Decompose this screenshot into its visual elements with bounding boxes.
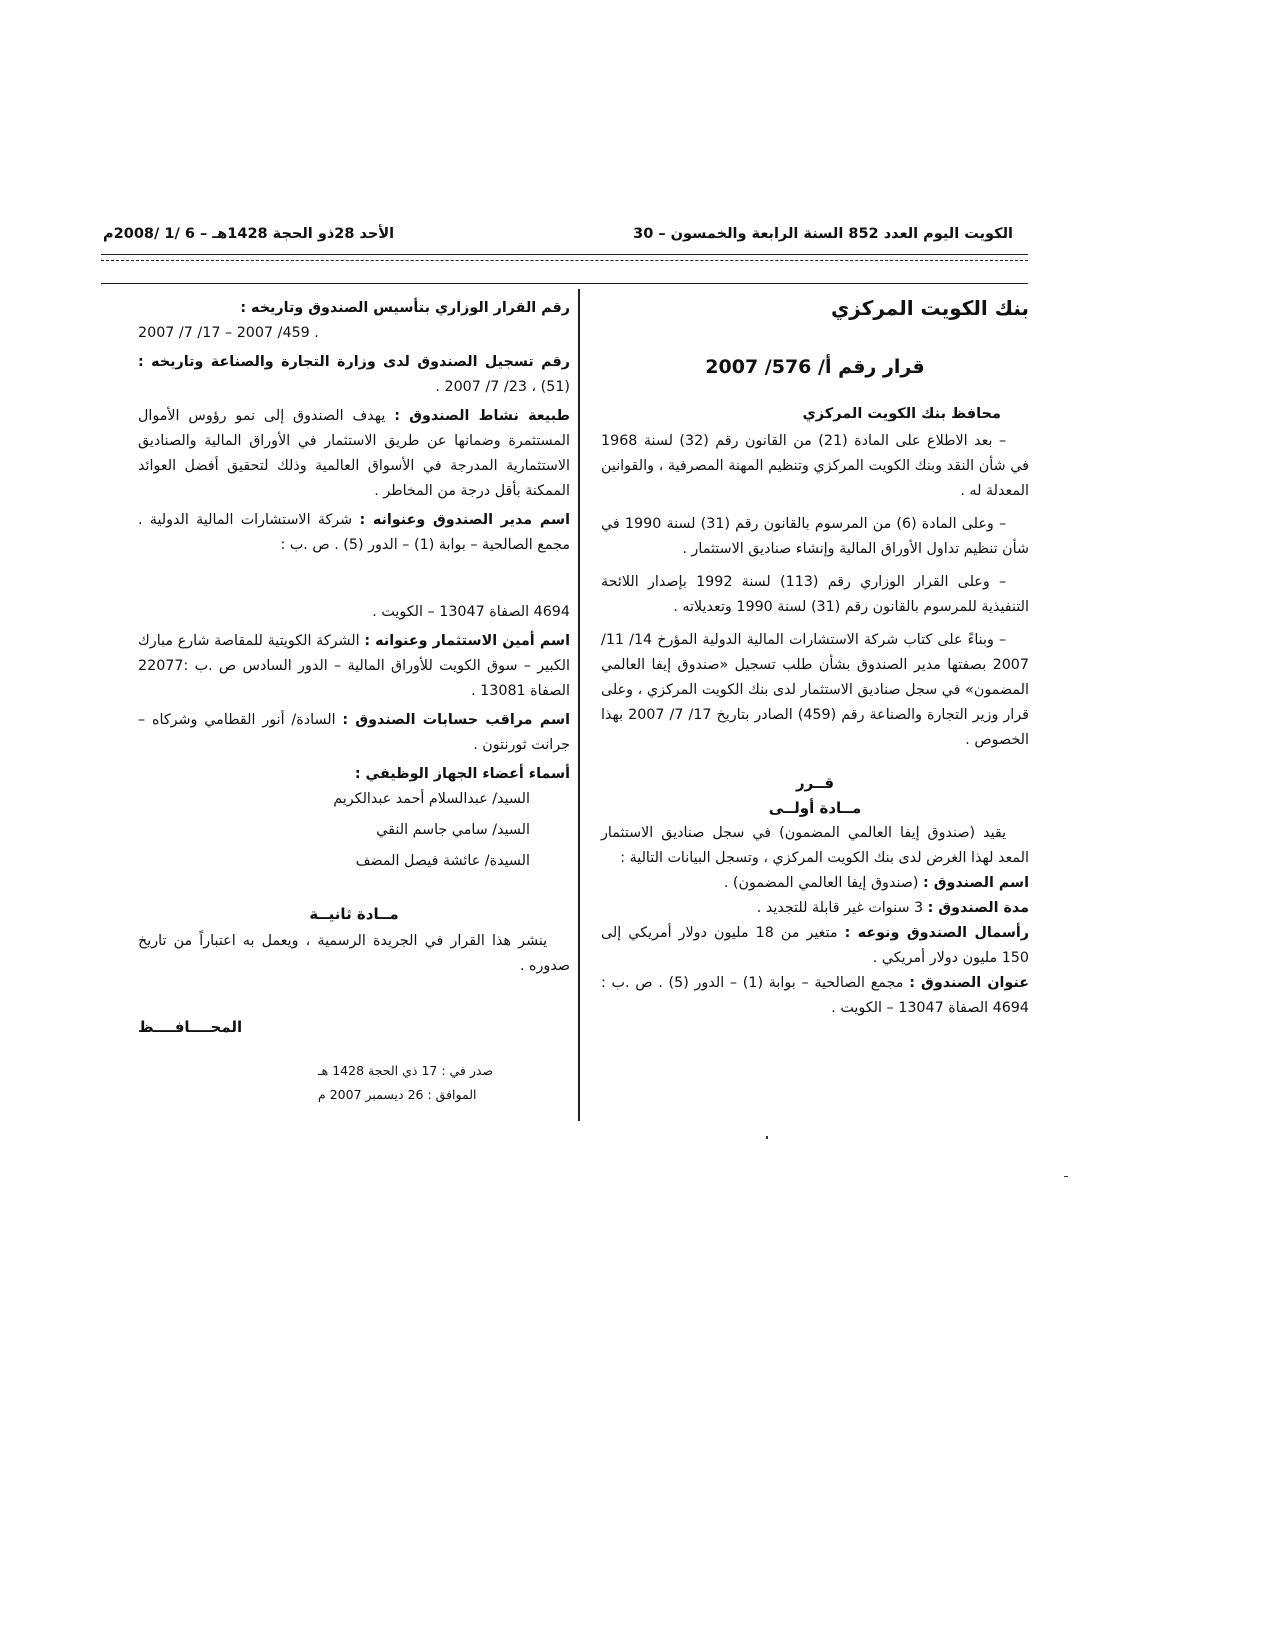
field-label: مدة الصندوق : (927, 900, 1029, 916)
activity-label: طبيعة نشاط الصندوق : (394, 408, 570, 424)
right-column (601, 296, 1029, 1021)
fund-field-duration (601, 896, 1029, 921)
fund-auditor (138, 708, 570, 758)
preamble-paragraph: – وعلى المادة (6) من المرسوم بالقانون رقم (31) لسنة 1990 في شأن تنظيم تداول الأوراق المالية وإنشاء صناديق الاستثمار . (601, 516, 1029, 557)
preamble-paragraph: – وعلى القرار الوزاري رقم (113) لسنة 1992 بإصدار اللائحة التنفيذية للمرسوم بالقانون رقم (31) لسنة 1990 وتعديلاته . (601, 574, 1029, 615)
field-value: (صندوق إيفا العالمي المضمون) . (723, 875, 924, 891)
header-rule-bottom (101, 283, 1028, 284)
staff-member: السيد/ عبدالسلام أحمد عبدالكريم (333, 791, 530, 807)
preamble-paragraph: – وبناءً على كتاب شركة الاستشارات المالية الدولية المؤرخ 14/ 11/ 2007 بصفتها مدير الصندوق بشأن طلب تسجيل «صندوق إيفا العالمي المضمون» في سجل صناديق الاستثمار لدى بنك الكويت المركزي ، وعلى قرار وزير التجارة والصناعة رقم (459) الصادر بتاريخ 17/ 7/ 2007 بهذا الخصوص . (601, 632, 1029, 748)
ministerial-value: 459/ 2007 – 17/ 7/ 2007 . (138, 325, 319, 341)
governor-heading: محافظ بنك الكويت المركزي (802, 406, 1001, 422)
fund-field-capital (601, 921, 1029, 971)
fund-field-address (601, 971, 1029, 1021)
bank-title: بنك الكويت المركزي (830, 296, 1029, 320)
left-column (138, 296, 570, 1040)
staff-member: السيد/ سامي جاسم النقي (376, 822, 530, 838)
ministerial-label: رقم القرار الوزاري بتأسيس الصندوق وتاريخه : (240, 300, 570, 316)
custodian-value: الشركة الكويتية للمقاصة شارع مبارك الكبير – سوق الكويت للأوراق المالية – الدور السادس ص .ب :22077 الصفاة 13081 . (138, 633, 570, 699)
issued-date-hijri: صدر في : 17 ذي الحجة 1428 هـ (318, 1063, 494, 1078)
manager-value-continued: 4694 الصفاة 13047 – الكويت . (372, 604, 570, 620)
field-value: مجمع الصالحية – بوابة (1) – الدور (5) . ص .ب : 4694 الصفاة 13047 – الكويت . (601, 975, 1029, 1016)
auditor-label: اسم مراقب حسابات الصندوق : (342, 712, 570, 728)
column-divider (578, 289, 580, 1121)
field-value: 3 سنوات غير قابلة للتجديد . (756, 900, 928, 916)
field-label: عنوان الصندوق : (909, 975, 1030, 991)
activity-value: يهدف الصندوق إلى نمو رؤوس الأموال المستثمرة وضمانها عن طريق الاستثمار في الأوراق المالية والصناديق الاستثمارية المدرجة في الأسواق العالمية وذلك لتحقيق أفضل العوائد الممكنة بأقل درجة من المخاطر . (138, 408, 570, 499)
fund-field-name (601, 871, 1029, 896)
scan-speck (1064, 1176, 1068, 1177)
decision-title: قرار رقم أ/ 576/ 2007 (705, 356, 925, 378)
preamble-paragraph: – بعد الاطلاع على المادة (21) من القانون رقم (32) لسنة 1968 في شأن النقد وبنك الكويت المركزي وتنظيم المهنة المصرفية ، والقوانين المعدلة له . (601, 433, 1029, 499)
page-header-date: الأحد 28ذو الحجة 1428هـ – 6 /1 /2008م (103, 226, 395, 242)
article-one-heading: مــادة أولــى (768, 799, 862, 817)
header-rule-dashed (101, 260, 1028, 261)
fund-manager (138, 508, 570, 558)
registration-value: (51) ، 23/ 7/ 2007 . (435, 379, 570, 395)
investment-custodian (138, 629, 570, 704)
registration-number (138, 350, 570, 400)
scan-speck (766, 1136, 768, 1139)
governor-signature: المحــــافــــظ (138, 1018, 243, 1036)
manager-label: اسم مدير الصندوق وعنوانه : (359, 512, 570, 528)
fund-activity (138, 404, 570, 504)
field-label: رأسمال الصندوق ونوعه : (844, 925, 1030, 941)
auditor-value: السادة/ أنور القطامي وشركاه – جرانت ثورنتون . (138, 712, 570, 753)
field-value: متغير من 18 مليون دولار أمريكي إلى 150 مليون دولار أمريكي . (601, 925, 1029, 966)
article-one-text: يقيد (صندوق إيفا العالمي المضمون) في سجل صناديق الاستثمار المعد لهذا الغرض لدى بنك الكويت المركزي ، وتسجل البيانات التالية : (601, 825, 1029, 866)
field-label: اسم الصندوق : (923, 875, 1029, 891)
custodian-label: اسم أمين الاستثمار وعنوانه : (364, 633, 570, 649)
ministerial-decision (138, 296, 570, 346)
issued-date-gregorian: الموافق : 26 ديسمبر 2007 م (318, 1087, 477, 1102)
registration-label: رقم تسجيل الصندوق لدى وزارة التجارة والصناعة وتاريخه : (138, 354, 570, 370)
page-header-issue: الكويت اليوم العدد 852 السنة الرابعة والخمسون – 30 (633, 226, 1013, 242)
header-rule-top (101, 254, 1028, 255)
manager-value: شركة الاستشارات المالية الدولية . مجمع الصالحية – بوابة (1) – الدور (5) . ص .ب : (138, 512, 570, 553)
article-two-text: ينشر هذا القرار في الجريدة الرسمية ، ويعمل به اعتباراً من تاريخ صدوره . (138, 933, 570, 974)
staff-member: السيدة/ عائشة فيصل المضف (355, 853, 530, 869)
decided-label: قــرر (795, 774, 835, 792)
article-two-heading: مــادة ثانيــة (309, 905, 399, 923)
members-label: أسماء أعضاء الجهاز الوظيفي : (354, 766, 570, 782)
